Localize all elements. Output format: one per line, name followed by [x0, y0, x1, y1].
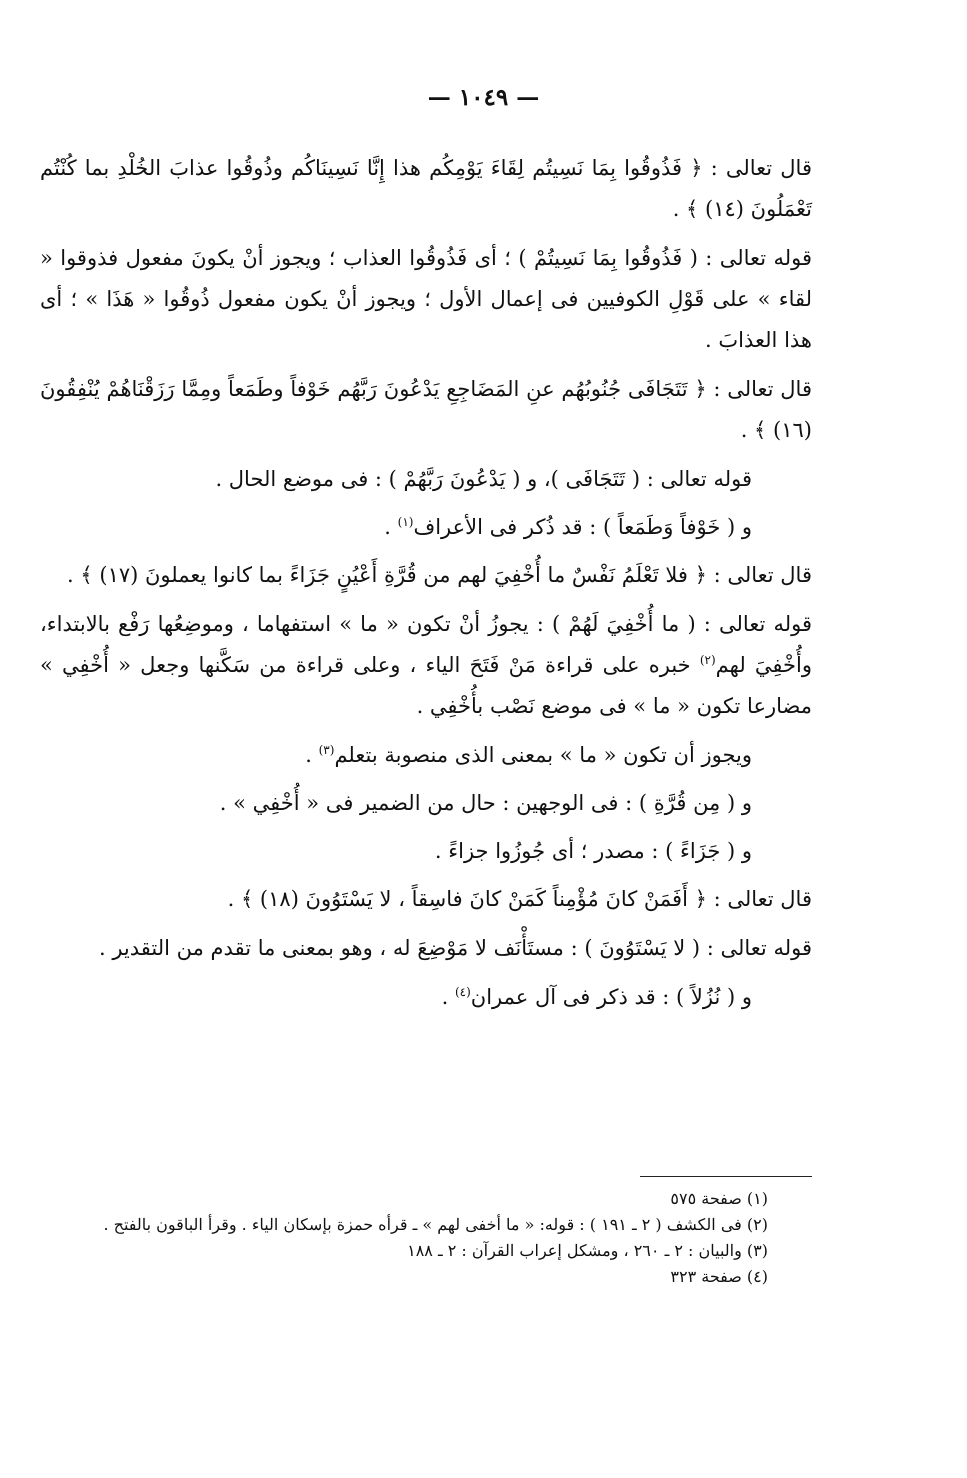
- footnote-3: (٣) والبيان : ٢ ـ ٢٦٠ ، ومشكل إعراب القرآن : ٢ ـ ١٨٨: [407, 1241, 768, 1260]
- footnote-ref-4: (٤): [454, 985, 471, 999]
- commentary-paragraph: قوله تعالى : ( لا يَسْتَوُونَ ) : مستَأْنَف لا مَوْضِعَ له ، وهو بمعنى ما تقدم من التقدير .: [98, 936, 812, 960]
- commentary-paragraph: و ( نُزُلاً ) : قد ذكر فى آل عمران$^{(٤)}$ .: [441, 985, 752, 1009]
- commentary-paragraph: قوله تعالى : ( ما أُخْفِيَ لَهُمْ ) : يجوزُ أنْ تكون « ما » استفهاما ، وموضِعُها رَفْع بالابتداء، وأُخْفِيَ لهم$^{(٢)}$ خبره على قراءة مَنْ فَتَحَ الياء ، وعلى قراءة من سَكَّنها وجعل « أُخْفِي » مضارعا تكون « ما » فى موضع نَصْب بأُخْفِي .: [40, 612, 812, 718]
- verse-paragraph-16: قال تعالى : ﴿ تَتَجَافَى جُنُوبُهُم عنِ المَضَاجِعِ يَدْعُونَ رَبَّهُم خَوْفاً وطَمَعاً ومِمَّا رَزَقْنَاهُمْ يُنْفِقُونَ (١٦) ﴾ .: [40, 377, 812, 442]
- commentary-paragraph: قوله تعالى : ( فَذُوقُوا بِمَا نَسِيتُمْ ) ؛ أى فَذُوقُوا العذاب ؛ ويجوز أنْ يكونَ مفعول فذوقوا « لقاء » على قَوْلِ الكوفيين فى إعمال الأول ؛ ويجوز أنْ يكون مفعول ذُوقُوا « هَذَا » ؛ أى هذا العذابَ .: [40, 246, 812, 352]
- commentary-paragraph: و ( خَوْفاً وَطَمَعاً ) : قد ذُكر فى الأعراف$^{(١)}$ .: [384, 515, 752, 539]
- footnote-4: (٤) صفحة ٣٢٣: [670, 1267, 768, 1286]
- verse-paragraph-18: قال تعالى : ﴿ أَفَمَنْ كانَ مُؤْمِناً كَمَنْ كانَ فاسِقاً ، لا يَسْتَوُونَ (١٨) ﴾ .: [227, 887, 812, 911]
- main-text: [40, 148, 812, 1025]
- verse-paragraph-17: قال تعالى : ﴿ فلا تَعْلَمُ نَفْسٌ ما أُخْفِيَ لهم من قُرَّةِ أَعْيُنٍ جَزَاءً بما كانوا يعملونَ (١٧) ﴾ .: [67, 563, 812, 587]
- footnote-ref-2: (٢): [699, 653, 716, 667]
- footnotes: [40, 1186, 812, 1290]
- footnote-2: (٢) فى الكشف ( ٢ ـ ١٩١ ) : قوله: « ما أخفى لهم » ـ قرأه حمزة بإسكان الياء . وقرأ الباقون بالفتح .: [103, 1215, 768, 1234]
- footnote-divider: [640, 1176, 812, 1177]
- footnote-ref-3: (٣): [318, 743, 335, 757]
- commentary-paragraph: و ( جَزَاءً ) : مصدر ؛ أى جُوزُوا جزاءً .: [434, 839, 752, 863]
- verse-paragraph-14: قال تعالى : ﴿ فَذُوقُوا بِمَا نَسِيتُم لِقَاءَ يَوْمِكُم هذا إِنَّا نَسِينَاكُم وذُوقُوا عذابَ الخُلْدِ بما كُنْتُم تَعْمَلُونَ (١٤) ﴾ .: [40, 156, 812, 221]
- page-number: — ١٠٤٩ —: [427, 84, 540, 111]
- commentary-paragraph: قوله تعالى : ( تَتَجَافَى )، و ( يَدْعُونَ رَبَّهُمْ ) : فى موضع الحال .: [215, 467, 752, 491]
- commentary-paragraph: ويجوز أن تكون « ما » بمعنى الذى منصوبة بتعلم$^{(٣)}$ .: [305, 743, 752, 767]
- footnote-1: (١) صفحة ٥٧٥: [670, 1189, 768, 1208]
- footnote-ref-1: (١): [397, 515, 414, 529]
- commentary-paragraph: و ( مِن قُرَّةِ ) : فى الوجهين : حال من الضمير فى « أُخْفِي » .: [219, 791, 752, 815]
